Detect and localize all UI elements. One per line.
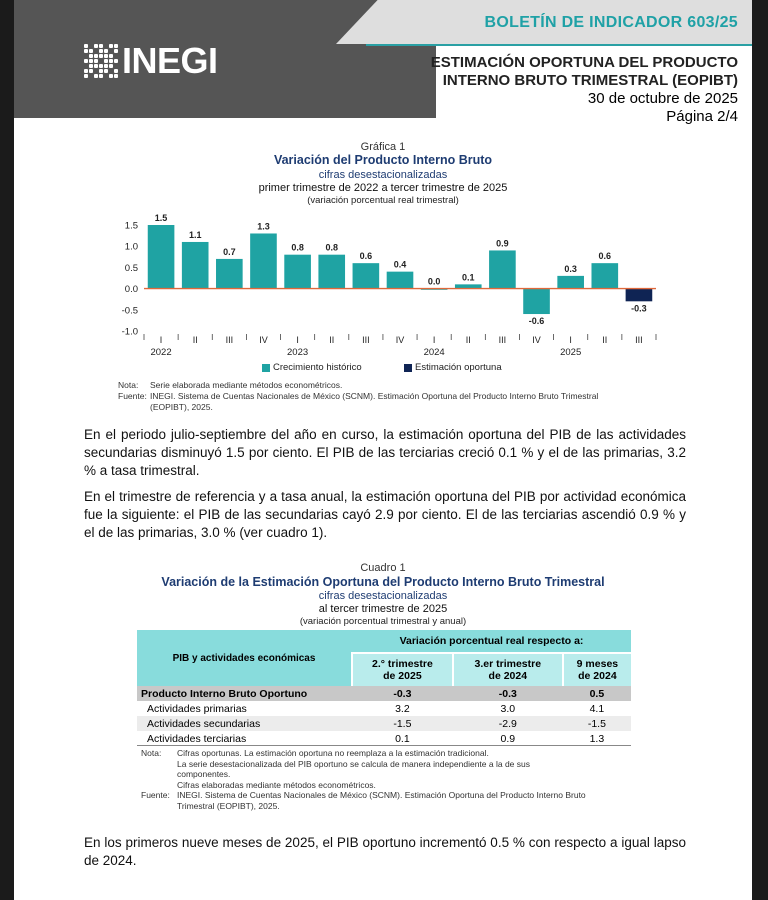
x-year-label: 2024	[423, 347, 445, 358]
table-row	[137, 701, 631, 716]
bar-historic	[216, 259, 243, 289]
cell-value: 0.9	[500, 732, 516, 745]
row-label: Actividades terciarias	[147, 732, 247, 745]
bar-estimate	[626, 289, 653, 302]
table-note-3: Cifras elaboradas mediante métodos econométricos.	[177, 779, 376, 790]
data-label: 0.3	[564, 263, 577, 274]
x-tick-label: II	[192, 335, 198, 345]
chart-source-key: Fuente:	[118, 391, 147, 401]
y-tick-label: 0.0	[124, 284, 138, 296]
table-source-1: INEGI. Sistema de Cuentas Nacionales de México (SCNM). Estimación Oportuna del Producto Interno Bruto	[177, 790, 586, 800]
data-label: 1.1	[188, 229, 202, 240]
table-label: Cuadro 1	[360, 562, 406, 574]
col-1-line-2: de 2025	[383, 670, 422, 682]
chart-source-line-2: (EOPIBT), 2025.	[150, 402, 213, 412]
gdp-bar-chart	[104, 205, 664, 360]
x-tick-label: II	[329, 335, 335, 345]
table-note-1: Cifras oportunas. La estimación oportuna no reemplaza a la estimación tradicional.	[177, 748, 489, 758]
legend-historic	[262, 362, 362, 373]
cell-value: -2.9	[453, 716, 563, 731]
x-tick-label: III	[635, 335, 643, 345]
publication-date: 30 de octubre de 2025	[587, 90, 738, 107]
table-note-2-pib: PIB	[297, 758, 312, 769]
x-tick-label: III	[225, 335, 234, 345]
row-label: Producto Interno Bruto Oportuno	[137, 686, 352, 701]
legend-historic-swatch	[262, 364, 270, 372]
data-label: 0.1	[462, 272, 475, 283]
table-row	[137, 716, 631, 731]
corner-rest: y actividades económicas	[189, 652, 316, 664]
p2-pib-1: PIB	[514, 489, 536, 504]
p2-text-a: En el trimestre de referencia y a tasa anual, la estimación oportuna del	[84, 489, 515, 504]
gdp-variation-table	[137, 630, 631, 746]
legend-estimate-swatch	[404, 364, 412, 372]
row-label: Actividades secundarias	[137, 716, 352, 731]
y-tick-label: 1.5	[124, 220, 138, 232]
bar-historic	[387, 272, 414, 289]
data-label: 1.5	[154, 213, 168, 223]
table-bottom-rule	[137, 745, 631, 746]
data-label: 0.6	[598, 251, 612, 262]
cell-value: -1.5	[352, 716, 453, 731]
chart-title: Variación del Producto Interno Bruto	[273, 153, 493, 167]
x-tick-label: IV	[532, 335, 541, 345]
title-line-1: ESTIMACIÓN OPORTUNA DEL PRODUCTO	[430, 54, 738, 71]
data-label: 0.0	[427, 276, 441, 287]
x-tick-label: III	[362, 335, 370, 345]
table-note-key: Nota:	[141, 748, 162, 758]
p2-pib-2: PIB	[198, 507, 221, 522]
paragraph-1	[84, 426, 686, 480]
paragraph-2	[84, 488, 686, 542]
row-label: Actividades primarias	[147, 702, 247, 715]
legend-historic-label: Crecimiento histórico	[273, 362, 362, 373]
cell-value: -0.3	[453, 686, 563, 701]
p1-pib-1: PIB	[549, 427, 572, 442]
legend-estimate	[404, 362, 502, 373]
document-title	[431, 54, 738, 126]
table-subtitle-3: (variación porcentual trimestral y anual)	[299, 616, 467, 627]
chart-subtitle-2: primer trimestre de 2022 a tercer trimestre de 2025	[258, 182, 508, 194]
y-tick-label: -1.0	[121, 326, 138, 338]
x-tick-label: II	[602, 335, 608, 345]
title-line-2: INTERNO BRUTO TRIMESTRAL (EOPIBT)	[442, 72, 738, 89]
table-source-key: Fuente:	[141, 790, 170, 800]
page-number: Página 2/4	[666, 108, 738, 125]
chart-note-key: Nota:	[118, 380, 139, 390]
table-notes	[141, 748, 629, 811]
data-label: 0.9	[496, 238, 509, 249]
col-3-line-1: 9 meses	[576, 658, 619, 670]
data-label: -0.6	[528, 316, 545, 327]
table-source-2: Trimestral (EOPIBT), 2025.	[177, 800, 280, 811]
col-3-line-2: de 2024	[578, 670, 617, 682]
document-page	[14, 0, 752, 900]
data-label: -0.3	[631, 303, 647, 314]
col-2-line-2: de 2024	[488, 670, 528, 682]
logo-grid-icon	[84, 44, 118, 78]
x-year-label: 2025	[560, 347, 582, 358]
p1-text-a: En el periodo julio-septiembre del año en curso, la estimación oportuna del	[84, 427, 550, 442]
x-tick-label: IV	[259, 335, 268, 345]
table-group-header: Variación porcentual real respecto a:	[352, 630, 631, 653]
chart-subtitle-3: (variación porcentual real trimestral)	[307, 195, 459, 206]
cell-value: 0.1	[395, 732, 410, 745]
bar-historic	[557, 276, 584, 289]
bar-historic	[353, 263, 380, 288]
bar-historic	[591, 263, 618, 288]
table-note-2b: oportuno se calcula de manera independiente a la de sus	[311, 758, 530, 769]
p3-pib: PIB	[336, 835, 359, 850]
data-label: 1.3	[257, 221, 270, 232]
col-1-line-1: 2.° trimestre	[371, 658, 433, 670]
data-label: 0.8	[325, 242, 338, 253]
p1-text-c: de las terciarias creció 0.1 % y el de las primarias, 3.2 % a tasa trimestral.	[84, 445, 686, 478]
chart-note-text: Serie elaborada mediante métodos econométricos.	[150, 380, 343, 390]
p3-text-b: oportuno incrementó 0.5 % con respecto a igual lapso de 2024.	[84, 835, 687, 868]
table-row-total	[137, 686, 631, 701]
data-label: 0.7	[223, 246, 236, 257]
corner-pib: PIB	[172, 652, 190, 664]
data-label: 0.4	[393, 259, 407, 270]
cell-value: 3.2	[395, 702, 410, 715]
data-label: 0.8	[291, 242, 304, 253]
table-corner-header	[137, 630, 352, 686]
cell-value: -1.5	[563, 716, 631, 731]
cell-value: 1.3	[589, 732, 605, 745]
table-title: Variación de la Estimación Oportuna del Producto Interno Bruto Trimestral	[161, 575, 605, 589]
table-subtitle-1: cifras desestacionalizadas	[318, 590, 448, 602]
cell-value: 0.5	[563, 686, 631, 701]
x-tick-label: III	[498, 335, 507, 345]
y-tick-label: -0.5	[121, 305, 138, 317]
p1-pib-2: PIB	[332, 445, 355, 460]
col-header-3	[563, 653, 631, 686]
chart-source-line-1: INEGI. Sistema de Cuentas Nacionales de México (SCNM). Estimación Oportuna del Producto Interno Bruto Trimestral	[150, 391, 599, 401]
p2-text-c: de las secundarias cayó 2.9 por ciento. El de las terciarias ascendió 0.9 % y el de las primarias, 3.0 % (ver cuadro 1).	[84, 507, 687, 540]
p3-text-a: En los primeros nueve meses de 2025, el	[84, 835, 337, 850]
cell-value: -0.3	[352, 686, 453, 701]
x-tick-label: I	[296, 335, 299, 345]
table-row	[137, 731, 631, 746]
bar-historic	[318, 255, 345, 289]
x-tick-label: I	[569, 335, 572, 345]
legend-estimate-label: Estimación oportuna	[415, 362, 502, 373]
col-header-2	[453, 653, 563, 686]
x-tick-label: I	[159, 335, 163, 345]
header-accent-line	[366, 44, 752, 46]
bar-historic	[523, 289, 550, 314]
paragraph-3	[84, 834, 686, 870]
p2-text-b: por actividad económica fue la siguiente: el	[84, 489, 686, 522]
inegi-logo	[84, 40, 218, 82]
x-year-label: 2023	[287, 347, 309, 358]
bar-historic	[489, 250, 516, 288]
chart-subtitle-1: cifras desestacionalizadas	[318, 169, 448, 181]
y-tick-label: 0.5	[124, 262, 138, 274]
logo-text: INEGI	[122, 40, 218, 81]
p1-text-b: de las actividades secundarias disminuyó 1.5 por ciento. El	[84, 427, 686, 460]
chart-notes	[118, 380, 598, 413]
x-year-label: 2022	[150, 347, 172, 358]
bar-historic	[250, 233, 277, 288]
bulletin-number: BOLETÍN DE INDICADOR 603/25	[484, 14, 738, 31]
cell-value: 4.1	[589, 702, 605, 715]
x-tick-label: IV	[395, 335, 405, 345]
cell-value: 3.0	[500, 702, 516, 715]
chart-label: Gráfica 1	[360, 141, 406, 153]
y-tick-label: 1.0	[124, 241, 138, 253]
bar-historic	[148, 225, 175, 289]
x-tick-label: II	[465, 335, 471, 345]
bar-historic	[284, 255, 311, 289]
table-subtitle-2: al tercer trimestre de 2025	[318, 603, 448, 615]
col-header-1	[352, 653, 453, 686]
bar-historic	[182, 242, 209, 289]
table-note-2c: componentes.	[177, 769, 231, 779]
x-tick-label: I	[432, 335, 436, 345]
col-2-line-1: 3.er trimestre	[474, 658, 542, 670]
data-label: 0.6	[359, 251, 373, 262]
table-note-2a: La serie desestacionalizada del	[177, 758, 298, 769]
